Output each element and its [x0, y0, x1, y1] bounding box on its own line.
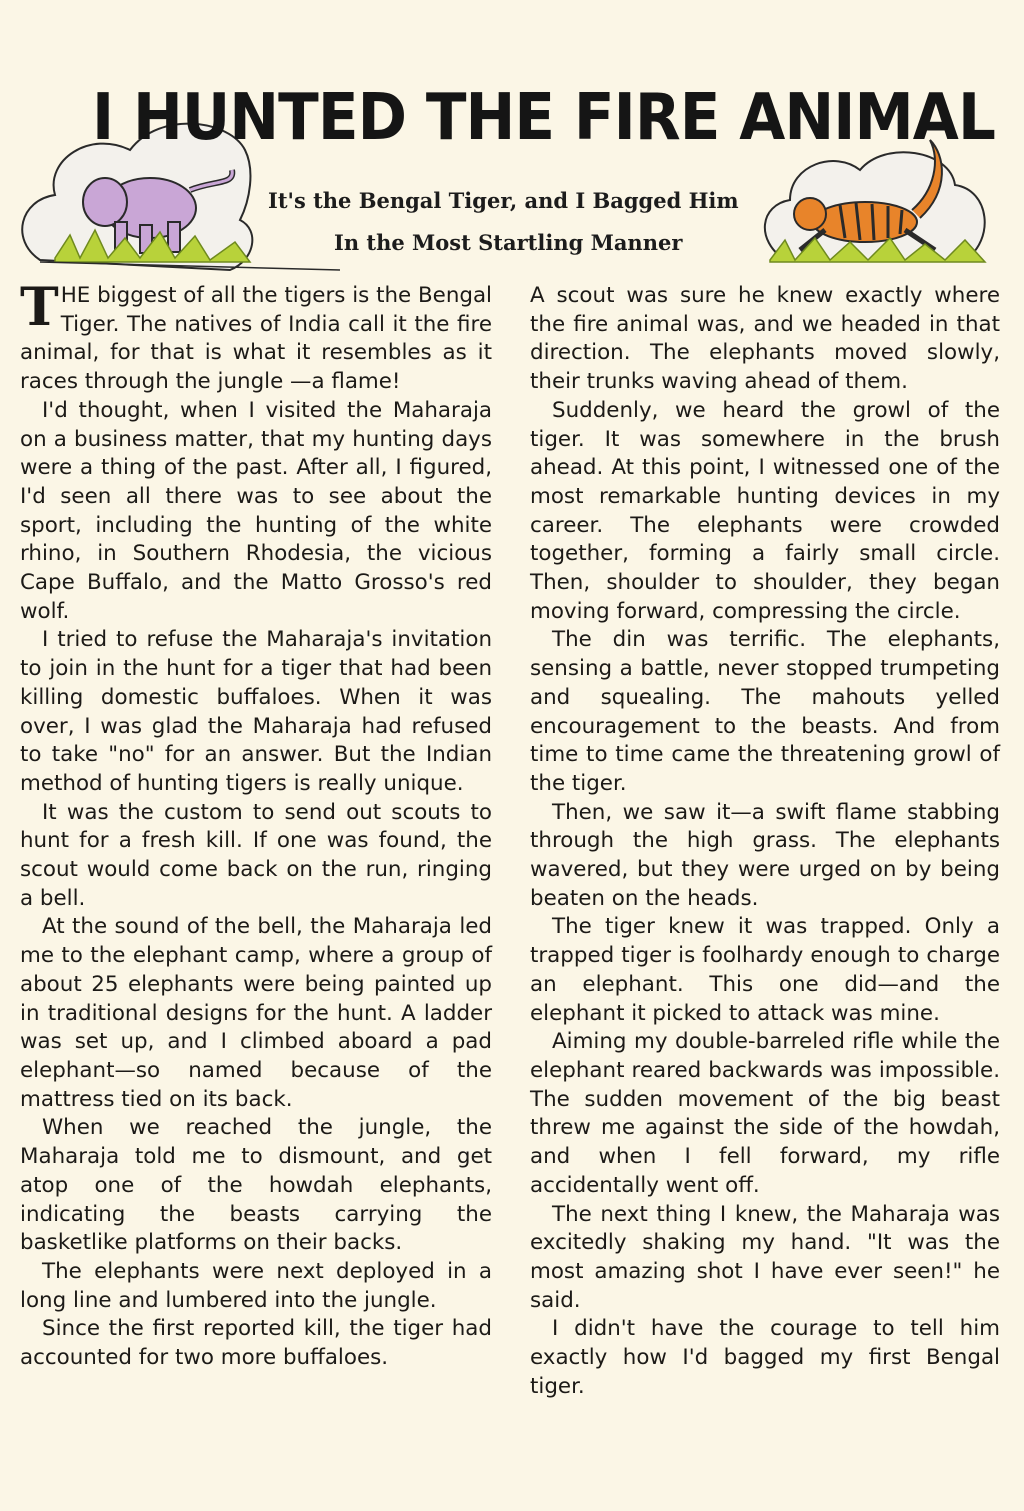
paragraph: Then, we saw it—a swift flame stabbing through the high grass. The elephants wavered, but they were urged on by being beaten on the heads. — [530, 799, 1000, 911]
paragraph: Aiming my double-barreled rifle while the elephant reared backwards was impossible. The sudden movement of the big beast threw me against the side of the howdah, and when I fell forward, my rifle accidentally went off. — [530, 1029, 1000, 1198]
paragraph: The next thing I knew, the Maharaja was excitedly shaking my hand. "It was the most amazing shot I have ever seen!" he said. — [530, 1201, 1000, 1313]
paragraph: At the sound of the bell, the Maharaja led me to the elephant camp, where a group of about 25 elephants were being painted up in traditional designs for the hunt. A ladder was set up, and I climbed aboard a pad elephant—so named because of the mattress tied on its back. — [20, 914, 492, 1112]
paragraph: The elephants were next deployed in a long line and lumbered into the jungle. — [20, 1258, 492, 1313]
paragraph: I didn't have the courage to tell him exactly how I'd bagged my first Bengal tiger. — [530, 1316, 1000, 1399]
paragraph: Since the first reported kill, the tiger had accounted for two more buffaloes. — [20, 1316, 492, 1371]
right-column — [530, 282, 1000, 1401]
paragraph: The din was terrific. The elephants, sensing a battle, never stopped trumpeting and squealing. The mahouts yelled encouragement to the beasts. And from time to time came the threatening growl of the tiger. — [530, 627, 1000, 796]
paragraph: When we reached the jungle, the Maharaja told me to dismount, and get atop one of the howdah elephants, indicating the beasts carrying the basketlike platforms on their backs. — [20, 1115, 492, 1256]
paragraph: I'd thought, when I visited the Maharaja on a business matter, that my hunting days were a thing of the past. After all, I figured, I'd seen all there was to see about the sport, including the hunting of the white rhino, in Southern Rhodesia, the vicious Cape Buffalo, and the Matto Grosso's red wolf. — [20, 397, 492, 624]
left-column — [20, 277, 493, 1373]
subtitle-line-1: It's the Bengal Tiger, and I Bagged Him — [268, 188, 739, 213]
paragraph: The tiger knew it was trapped. Only a trapped tiger is foolhardy enough to charge an elephant. This one did—and the elephant it picked to attack was mine. — [530, 914, 1000, 1026]
story-title: I HUNTED THE FIRE ANIMAL — [92, 81, 995, 155]
paragraph: I tried to refuse the Maharaja's invitation to join in the hunt for a tiger that had been killing domestic buffaloes. When it was over, I was glad the Maharaja had refused to take "no" for an answer. But the Indian method of hunting tigers is really unique. — [20, 627, 492, 796]
paragraph: Suddenly, we heard the growl of the tiger. It was somewhere in the brush ahead. At this point, I witnessed one of the most remarkable hunting devices in my career. The elephants were crowded together, forming a fairly small circle. Then, shoulder to shoulder, they began moving forward, compressing the circle. — [530, 397, 1000, 624]
paragraph: A scout was sure he knew exactly where the fire animal was, and we headed in that direction. The elephants moved slowly, their trunks waving ahead of them. — [530, 283, 1000, 395]
paragraph: It was the custom to send out scouts to hunt for a fresh kill. If one was found, the scout would come back on the run, ringing a bell. — [20, 799, 492, 911]
subtitle-line-2: In the Most Startling Manner — [334, 230, 683, 255]
paragraph — [20, 277, 493, 397]
paragraph-text: HE biggest of all the tigers is the Bengal Tiger. The natives of India call it the fire animal, for that is what it resembles as it races through the jungle —a flame! — [20, 283, 493, 395]
drop-cap: T — [20, 277, 59, 338]
